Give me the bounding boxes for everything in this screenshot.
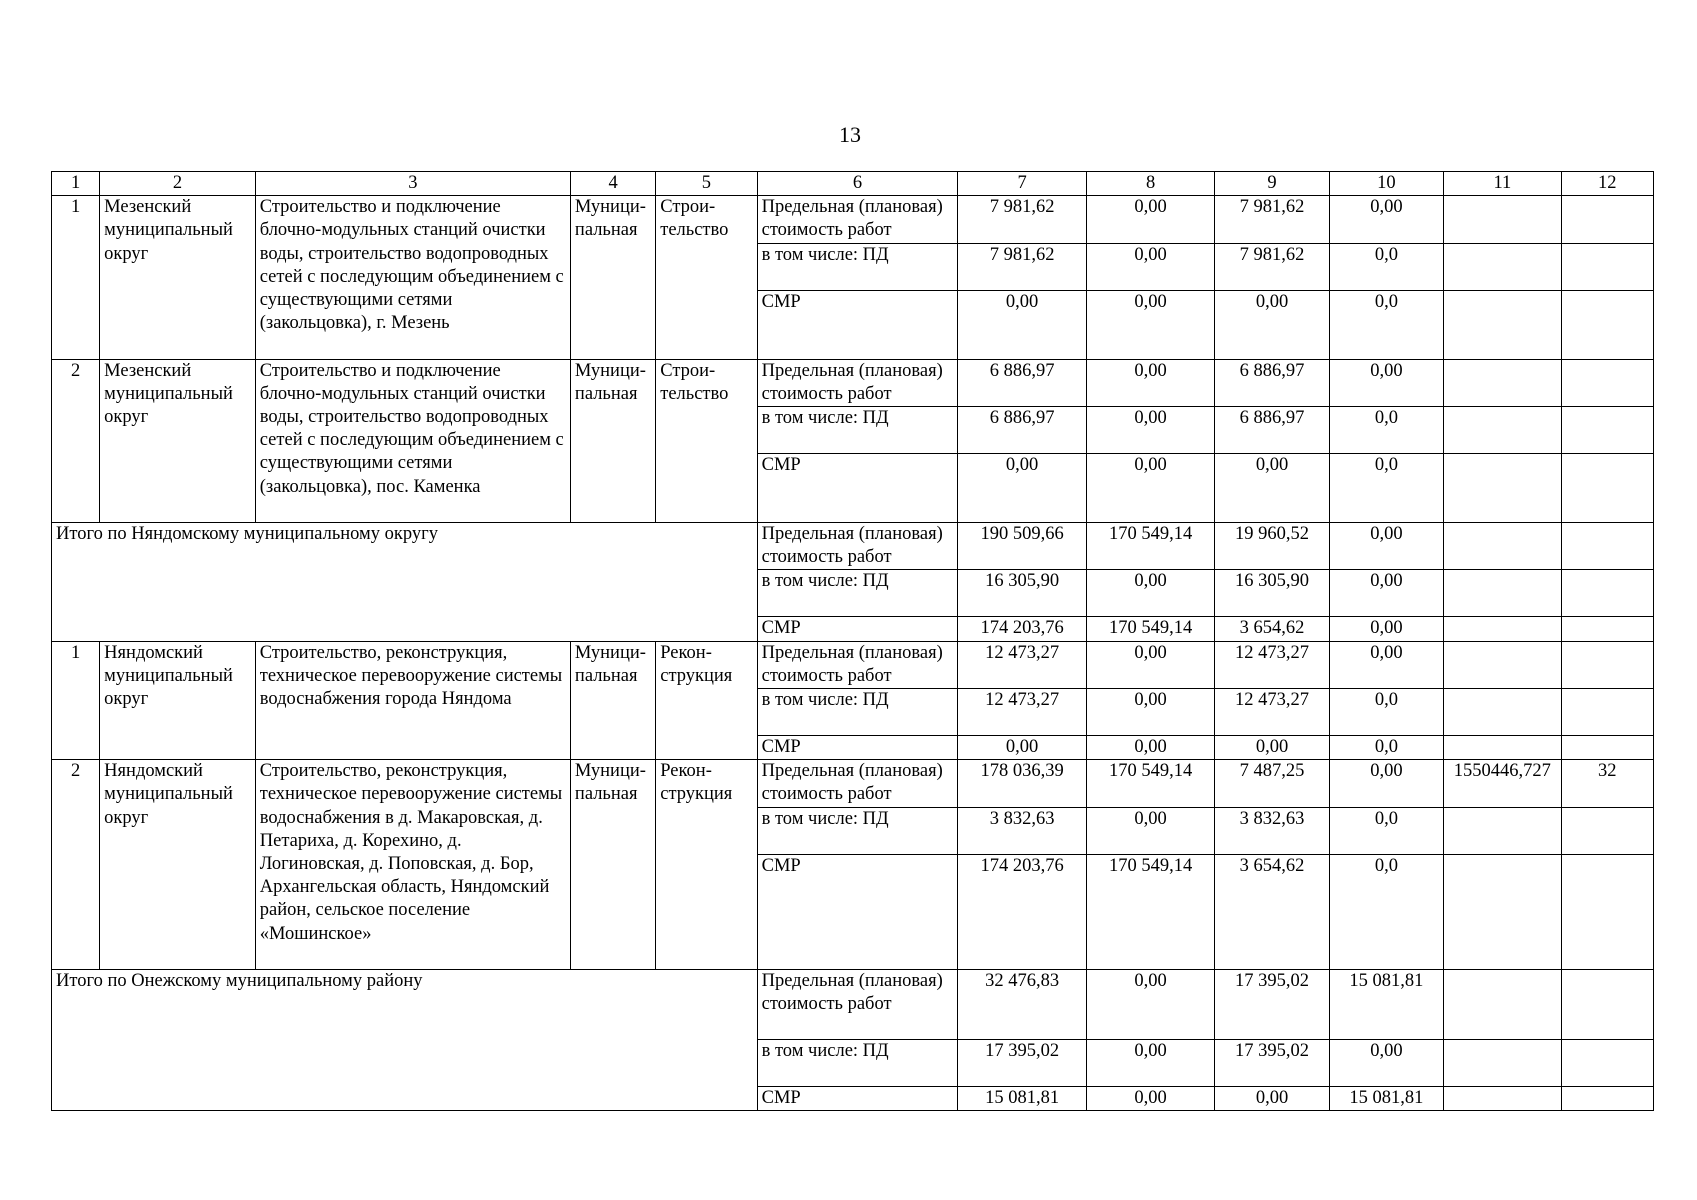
value-cell: 0,00: [1215, 290, 1329, 359]
value-cell: [1561, 196, 1653, 243]
value-cell: 0,00: [1086, 736, 1214, 760]
value-cell: 0,0: [1329, 736, 1443, 760]
row-label-smr: СМР: [757, 290, 958, 359]
value-cell: 0,00: [958, 736, 1086, 760]
value-cell: 15 081,81: [1329, 1086, 1443, 1110]
value-cell: 0,00: [1329, 570, 1443, 617]
value-cell: 32 476,83: [958, 969, 1086, 1039]
total-label: Итого по Няндомскому муниципальному округу: [52, 523, 758, 642]
value-cell: [1561, 243, 1653, 290]
ownership-cell: Муници- пальная: [570, 760, 655, 969]
value-cell: 0,00: [1086, 1039, 1214, 1086]
value-cell: [1444, 407, 1561, 454]
col-header: 7: [958, 172, 1086, 196]
value-cell: [1444, 1039, 1561, 1086]
value-cell: 17 395,02: [1215, 969, 1329, 1039]
value-cell: 0,00: [1086, 407, 1214, 454]
value-cell: 0,00: [1215, 736, 1329, 760]
value-cell: 170 549,14: [1086, 523, 1214, 570]
ownership-cell: Муници- пальная: [570, 641, 655, 760]
value-cell: [1444, 854, 1561, 969]
ownership-cell: Муници- пальная: [570, 196, 655, 359]
value-cell: [1444, 1086, 1561, 1110]
table-row: [52, 760, 1654, 807]
value-cell: 0,00: [1215, 1086, 1329, 1110]
col-header: 5: [656, 172, 757, 196]
value-cell: 0,00: [1329, 617, 1443, 641]
value-cell: [1561, 854, 1653, 969]
row-label-incl-pd: в том числе: ПД: [757, 243, 958, 290]
value-cell: 0,00: [1086, 969, 1214, 1039]
value-cell: 0,0: [1329, 290, 1443, 359]
work-type-cell: Строи- тельство: [656, 359, 757, 522]
value-cell: 0,00: [1086, 807, 1214, 854]
col-header: 4: [570, 172, 655, 196]
item-number: 1: [52, 196, 100, 359]
value-cell: [1561, 570, 1653, 617]
district-cell: Мезенский муниципальный округ: [100, 196, 256, 359]
object-cell: Строительство и подключение блочно-модульных станций очистки воды, строительство водопроводных сетей с последующим объединением с существующими сетями (закольцовка), г. Мезень: [255, 196, 570, 359]
value-cell: 17 395,02: [1215, 1039, 1329, 1086]
total-row: [52, 969, 1654, 1039]
value-cell: [1561, 736, 1653, 760]
col-header: 9: [1215, 172, 1329, 196]
investment-table: [51, 171, 1654, 1111]
value-cell: [1561, 454, 1653, 523]
column-number-row: [52, 172, 1654, 196]
value-cell: [1561, 969, 1653, 1039]
value-cell: 174 203,76: [958, 617, 1086, 641]
district-cell: Няндомский муниципальный округ: [100, 641, 256, 760]
col-header: 10: [1329, 172, 1443, 196]
col-header: 12: [1561, 172, 1653, 196]
value-cell: 0,00: [1329, 359, 1443, 406]
value-cell: 16 305,90: [1215, 570, 1329, 617]
row-label-smr: СМР: [757, 854, 958, 969]
work-type-cell: Рекон- струкция: [656, 641, 757, 760]
page-number: 13: [839, 122, 861, 147]
row-label-incl-pd: в том числе: ПД: [757, 689, 958, 736]
total-label: Итого по Онежскому муниципальному району: [52, 969, 758, 1110]
value-cell: 7 981,62: [1215, 196, 1329, 243]
value-cell: 190 509,66: [958, 523, 1086, 570]
value-cell: 0,00: [958, 454, 1086, 523]
col-header: 1: [52, 172, 100, 196]
value-cell: 3 654,62: [1215, 854, 1329, 969]
value-cell: 6 886,97: [1215, 407, 1329, 454]
value-cell: 12 473,27: [1215, 641, 1329, 688]
value-cell: 170 549,14: [1086, 617, 1214, 641]
value-cell: 15 081,81: [1329, 969, 1443, 1039]
object-cell: Строительство, реконструкция, техническое перевооружение системы водоснабжения города Няндома: [255, 641, 570, 760]
value-cell: [1444, 196, 1561, 243]
value-cell: [1561, 290, 1653, 359]
col-header: 11: [1444, 172, 1561, 196]
value-cell: [1444, 736, 1561, 760]
value-cell: 3 832,63: [1215, 807, 1329, 854]
value-cell: [1561, 641, 1653, 688]
table-row: [52, 359, 1654, 406]
value-cell: 174 203,76: [958, 854, 1086, 969]
value-cell: 0,00: [1215, 454, 1329, 523]
value-cell: [1561, 1039, 1653, 1086]
value-cell: 0,0: [1329, 243, 1443, 290]
row-label-incl-pd: в том числе: ПД: [757, 807, 958, 854]
value-cell: 6 886,97: [1215, 359, 1329, 406]
object-cell: Строительство, реконструкция, техническое перевооружение системы водоснабжения в д. Макаровская, д. Петариха, д. Корехино, д. Логиновская, д. Поповская, д. Бор, Архангельская область, Няндомский район, сельское поселение «Мошинское»: [255, 760, 570, 969]
value-cell: [1561, 689, 1653, 736]
value-cell: 0,00: [1329, 196, 1443, 243]
row-label-cost: Предельная (плановая) стоимость работ: [757, 760, 958, 807]
value-cell: 6 886,97: [958, 407, 1086, 454]
row-label-smr: СМР: [757, 736, 958, 760]
value-cell: 7 981,62: [1215, 243, 1329, 290]
value-cell: 0,00: [1086, 243, 1214, 290]
row-label-smr: СМР: [757, 1086, 958, 1110]
value-cell: [1444, 359, 1561, 406]
value-cell: 32: [1561, 760, 1653, 807]
value-cell: 0,00: [1086, 290, 1214, 359]
item-number: 1: [52, 641, 100, 760]
value-cell: 0,0: [1329, 854, 1443, 969]
row-label-cost: Предельная (плановая) стоимость работ: [757, 523, 958, 570]
col-header: 8: [1086, 172, 1214, 196]
row-label-incl-pd: в том числе: ПД: [757, 407, 958, 454]
value-cell: 7 487,25: [1215, 760, 1329, 807]
value-cell: 170 549,14: [1086, 854, 1214, 969]
work-type-cell: Рекон- струкция: [656, 760, 757, 969]
value-cell: 0,00: [1329, 760, 1443, 807]
value-cell: [1444, 523, 1561, 570]
value-cell: [1561, 807, 1653, 854]
value-cell: [1444, 454, 1561, 523]
value-cell: [1444, 689, 1561, 736]
value-cell: [1444, 617, 1561, 641]
row-label-cost: Предельная (плановая) стоимость работ: [757, 969, 958, 1039]
value-cell: [1561, 617, 1653, 641]
item-number: 2: [52, 760, 100, 969]
row-label-cost: Предельная (плановая) стоимость работ: [757, 359, 958, 406]
value-cell: 0,00: [1086, 641, 1214, 688]
district-cell: Мезенский муниципальный округ: [100, 359, 256, 522]
value-cell: 15 081,81: [958, 1086, 1086, 1110]
value-cell: [1444, 969, 1561, 1039]
work-type-cell: Строи- тельство: [656, 196, 757, 359]
col-header: 3: [255, 172, 570, 196]
value-cell: [1561, 359, 1653, 406]
row-label-incl-pd: в том числе: ПД: [757, 1039, 958, 1086]
row-label-incl-pd: в том числе: ПД: [757, 570, 958, 617]
row-label-smr: СМР: [757, 454, 958, 523]
value-cell: 7 981,62: [958, 196, 1086, 243]
value-cell: [1561, 407, 1653, 454]
value-cell: [1444, 290, 1561, 359]
value-cell: 0,0: [1329, 689, 1443, 736]
item-number: 2: [52, 359, 100, 522]
ownership-cell: Муници- пальная: [570, 359, 655, 522]
value-cell: 0,00: [1329, 641, 1443, 688]
value-cell: 0,00: [958, 290, 1086, 359]
value-cell: 6 886,97: [958, 359, 1086, 406]
value-cell: 19 960,52: [1215, 523, 1329, 570]
value-cell: 178 036,39: [958, 760, 1086, 807]
object-cell: Строительство и подключение блочно-модульных станций очистки воды, строительство водопроводных сетей с последующим объединением с существующими сетями (закольцовка), пос. Каменка: [255, 359, 570, 522]
value-cell: 7 981,62: [958, 243, 1086, 290]
table-row: [52, 196, 1654, 243]
value-cell: 0,00: [1329, 1039, 1443, 1086]
value-cell: 0,00: [1086, 689, 1214, 736]
row-label-cost: Предельная (плановая) стоимость работ: [757, 641, 958, 688]
value-cell: 1550446,727: [1444, 760, 1561, 807]
value-cell: [1444, 807, 1561, 854]
value-cell: 0,0: [1329, 807, 1443, 854]
value-cell: 0,0: [1329, 454, 1443, 523]
value-cell: 0,00: [1086, 196, 1214, 243]
col-header: 6: [757, 172, 958, 196]
value-cell: [1444, 243, 1561, 290]
value-cell: 3 832,63: [958, 807, 1086, 854]
value-cell: 17 395,02: [958, 1039, 1086, 1086]
value-cell: [1444, 570, 1561, 617]
value-cell: 12 473,27: [958, 689, 1086, 736]
value-cell: [1561, 1086, 1653, 1110]
row-label-smr: СМР: [757, 617, 958, 641]
col-header: 2: [100, 172, 256, 196]
value-cell: 0,0: [1329, 407, 1443, 454]
value-cell: 0,00: [1329, 523, 1443, 570]
value-cell: [1444, 641, 1561, 688]
value-cell: 0,00: [1086, 570, 1214, 617]
value-cell: [1561, 523, 1653, 570]
value-cell: 0,00: [1086, 359, 1214, 406]
value-cell: 0,00: [1086, 454, 1214, 523]
value-cell: 12 473,27: [958, 641, 1086, 688]
value-cell: 170 549,14: [1086, 760, 1214, 807]
value-cell: 16 305,90: [958, 570, 1086, 617]
district-cell: Няндомский муниципальный округ: [100, 760, 256, 969]
value-cell: 0,00: [1086, 1086, 1214, 1110]
row-label-cost: Предельная (плановая) стоимость работ: [757, 196, 958, 243]
value-cell: 12 473,27: [1215, 689, 1329, 736]
value-cell: 3 654,62: [1215, 617, 1329, 641]
table-row: [52, 641, 1654, 688]
total-row: [52, 523, 1654, 570]
